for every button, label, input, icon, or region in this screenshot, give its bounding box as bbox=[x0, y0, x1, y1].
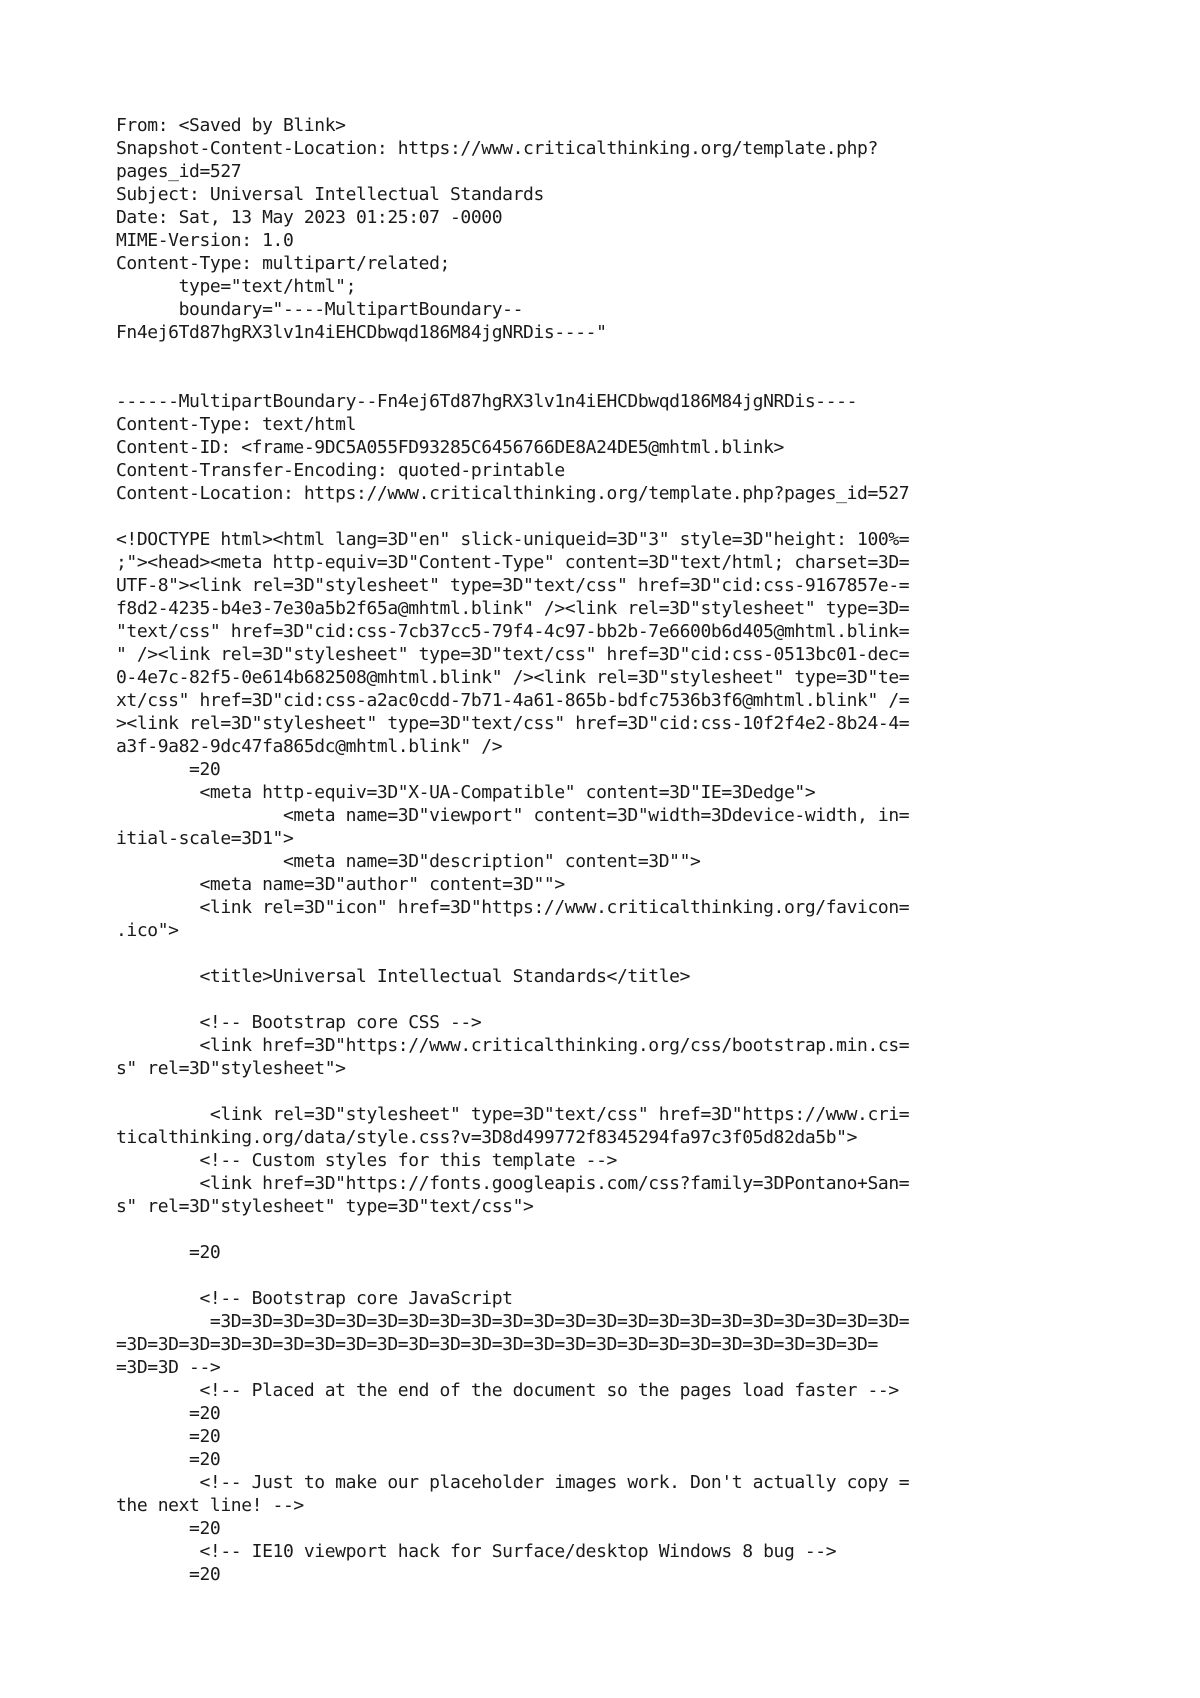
text-line bbox=[116, 942, 1116, 965]
text-line: <link rel=3D"stylesheet" type=3D"text/css" href=3D"https://www.cri= bbox=[116, 1104, 910, 1125]
text-line: <!DOCTYPE html><html lang=3D"en" slick-uniqueid=3D"3" style=3D"height: 100%= bbox=[116, 529, 910, 550]
text-line: =3D=3D=3D=3D=3D=3D=3D=3D=3D=3D=3D=3D=3D=3D=3D=3D=3D=3D=3D=3D=3D=3D=3D=3D= bbox=[116, 1334, 878, 1355]
text-line: =20 bbox=[116, 1518, 221, 1539]
text-line: Content-Location: https://www.criticalthinking.org/template.php?pages_id=527 bbox=[116, 483, 910, 504]
text-line: a3f-9a82-9dc47fa865dc@mhtml.blink" /> bbox=[116, 736, 503, 757]
text-line: .ico"> bbox=[116, 920, 179, 941]
text-line: From: <Saved by Blink> bbox=[116, 115, 346, 136]
text-line: pages_id=527 bbox=[116, 161, 242, 182]
text-line: =20 bbox=[116, 1403, 221, 1424]
text-line: =3D=3D --> bbox=[116, 1357, 221, 1378]
text-line: Fn4ej6Td87hgRX3lv1n4iEHCDbwqd186M84jgNRDis----" bbox=[116, 322, 607, 343]
text-line: <title>Universal Intellectual Standards</title> bbox=[116, 966, 691, 987]
text-line bbox=[116, 1080, 1116, 1103]
text-line: itial-scale=3D1"> bbox=[116, 828, 294, 849]
text-line bbox=[116, 505, 1116, 528]
text-line: ><link rel=3D"stylesheet" type=3D"text/css" href=3D"cid:css-10f2f4e2-8b24-4= bbox=[116, 713, 910, 734]
text-line: =3D=3D=3D=3D=3D=3D=3D=3D=3D=3D=3D=3D=3D=3D=3D=3D=3D=3D=3D=3D=3D=3D= bbox=[116, 1311, 910, 1332]
text-line: Subject: Universal Intellectual Standards bbox=[116, 184, 544, 205]
text-line: =20 bbox=[116, 1426, 221, 1447]
text-line: <!-- Bootstrap core JavaScript bbox=[116, 1288, 513, 1309]
text-line: boundary="----MultipartBoundary-- bbox=[116, 299, 524, 320]
mhtml-source-text bbox=[116, 114, 1116, 1586]
text-line: xt/css" href=3D"cid:css-a2ac0cdd-7b71-4a61-865b-bdfc7536b3f6@mhtml.blink" /= bbox=[116, 690, 910, 711]
text-line bbox=[116, 1264, 1116, 1287]
text-line: s" rel=3D"stylesheet" type=3D"text/css"> bbox=[116, 1196, 534, 1217]
text-line bbox=[116, 344, 1116, 367]
text-line: <meta name=3D"author" content=3D""> bbox=[116, 874, 565, 895]
text-line: <meta name=3D"description" content=3D""> bbox=[116, 851, 701, 872]
text-line: "text/css" href=3D"cid:css-7cb37cc5-79f4-4c97-bb2b-7e6600b6d405@mhtml.blink= bbox=[116, 621, 910, 642]
text-line: " /><link rel=3D"stylesheet" type=3D"text/css" href=3D"cid:css-0513bc01-dec= bbox=[116, 644, 910, 665]
text-line: =20 bbox=[116, 1564, 221, 1585]
text-line: <!-- Custom styles for this template --> bbox=[116, 1150, 617, 1171]
text-line: Content-Transfer-Encoding: quoted-printable bbox=[116, 460, 565, 481]
text-line bbox=[116, 367, 1116, 390]
text-line: <!-- IE10 viewport hack for Surface/desktop Windows 8 bug --> bbox=[116, 1541, 837, 1562]
text-line: f8d2-4235-b4e3-7e30a5b2f65a@mhtml.blink" /><link rel=3D"stylesheet" type=3D= bbox=[116, 598, 910, 619]
text-line: the next line! --> bbox=[116, 1495, 304, 1516]
text-line: type="text/html"; bbox=[116, 276, 357, 297]
text-line: ticalthinking.org/data/style.css?v=3D8d499772f8345294fa97c3f05d82da5b"> bbox=[116, 1127, 858, 1148]
text-line: MIME-Version: 1.0 bbox=[116, 230, 294, 251]
text-line: =20 bbox=[116, 1242, 221, 1263]
text-line: <link rel=3D"icon" href=3D"https://www.criticalthinking.org/favicon= bbox=[116, 897, 910, 918]
text-line: UTF-8"><link rel=3D"stylesheet" type=3D"text/css" href=3D"cid:css-9167857e-= bbox=[116, 575, 910, 596]
text-line: <!-- Just to make our placeholder images work. Don't actually copy = bbox=[116, 1472, 910, 1493]
text-line: Content-ID: <frame-9DC5A055FD93285C6456766DE8A24DE5@mhtml.blink> bbox=[116, 437, 784, 458]
text-line: 0-4e7c-82f5-0e614b682508@mhtml.blink" /><link rel=3D"stylesheet" type=3D"te= bbox=[116, 667, 910, 688]
text-line: <link href=3D"https://fonts.googleapis.com/css?family=3DPontano+San= bbox=[116, 1173, 910, 1194]
text-line: =20 bbox=[116, 759, 221, 780]
text-line: <!-- Bootstrap core CSS --> bbox=[116, 1012, 482, 1033]
text-line: Date: Sat, 13 May 2023 01:25:07 -0000 bbox=[116, 207, 503, 228]
text-line: <meta http-equiv=3D"X-UA-Compatible" content=3D"IE=3Dedge"> bbox=[116, 782, 816, 803]
text-line: ;"><head><meta http-equiv=3D"Content-Type" content=3D"text/html; charset=3D= bbox=[116, 552, 910, 573]
text-line bbox=[116, 1218, 1116, 1241]
text-line: Content-Type: multipart/related; bbox=[116, 253, 450, 274]
text-line: <meta name=3D"viewport" content=3D"width=3Ddevice-width, in= bbox=[116, 805, 910, 826]
text-line bbox=[116, 988, 1116, 1011]
text-line: s" rel=3D"stylesheet"> bbox=[116, 1058, 346, 1079]
text-line: <link href=3D"https://www.criticalthinking.org/css/bootstrap.min.cs= bbox=[116, 1035, 910, 1056]
text-line: =20 bbox=[116, 1449, 221, 1470]
text-line: <!-- Placed at the end of the document so the pages load faster --> bbox=[116, 1380, 899, 1401]
text-line: ------MultipartBoundary--Fn4ej6Td87hgRX3lv1n4iEHCDbwqd186M84jgNRDis---- bbox=[116, 391, 858, 412]
text-line: Snapshot-Content-Location: https://www.criticalthinking.org/template.php? bbox=[116, 138, 878, 159]
text-line: Content-Type: text/html bbox=[116, 414, 357, 435]
